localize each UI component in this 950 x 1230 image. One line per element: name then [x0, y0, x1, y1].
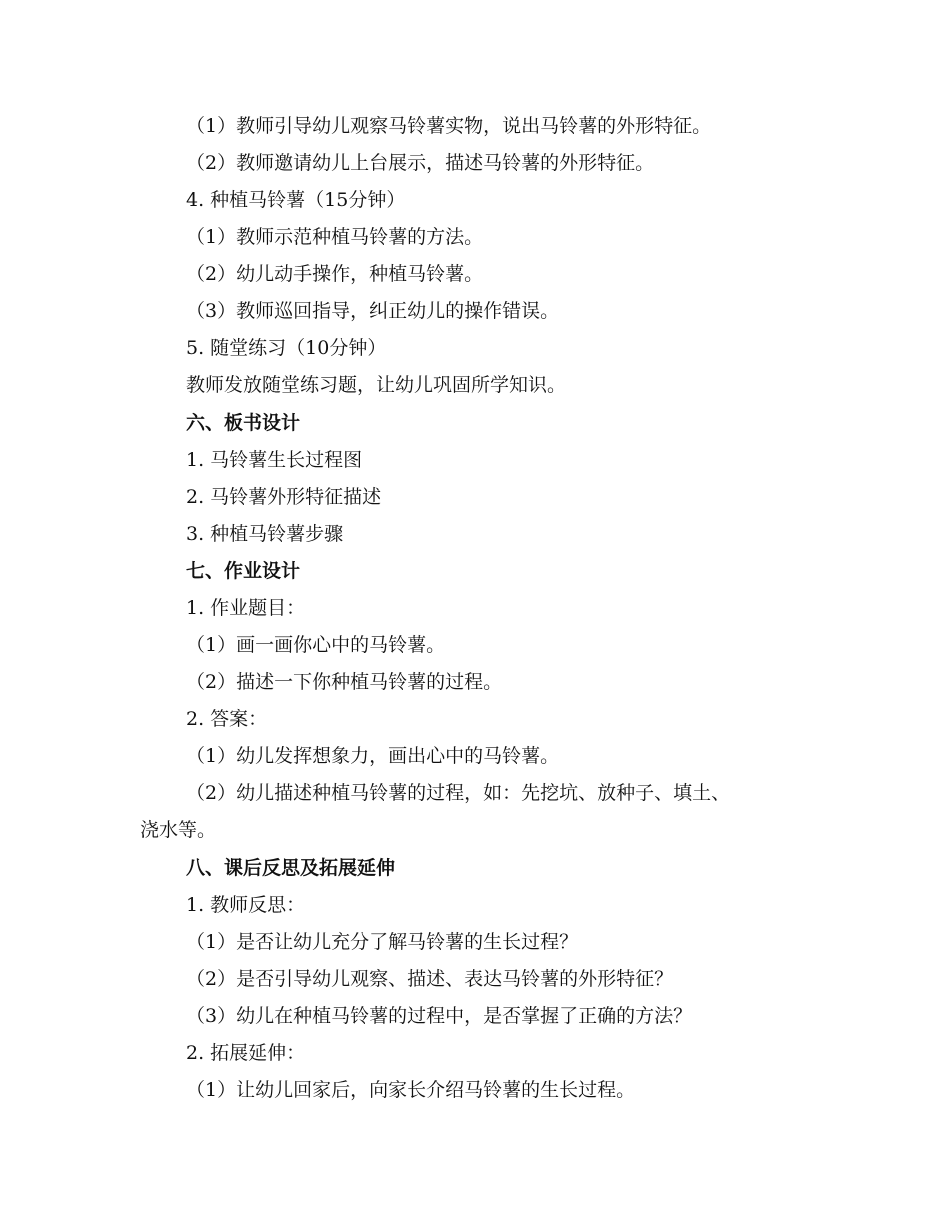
blackboard-item-3: 3. 种植马铃薯步骤 [186, 523, 344, 545]
step-4-1: （1）教师示范种植马铃薯的方法。 [186, 226, 484, 248]
step-4-2: （2）幼儿动手操作，种植马铃薯。 [186, 263, 484, 285]
extension-title: 2. 拓展延伸： [186, 1042, 306, 1064]
step-4-3: （3）教师巡回指导，纠正幼儿的操作错误。 [186, 300, 560, 322]
answer-item-1: （1）幼儿发挥想象力，画出心中的马铃薯。 [186, 745, 560, 767]
heading-blackboard-design: 六、板书设计 [186, 412, 301, 434]
heading-homework-design: 七、作业设计 [186, 560, 301, 582]
paragraph-practice: 教师发放随堂练习题，让幼儿巩固所学知识。 [186, 374, 567, 396]
step-3-1: （1）教师引导幼儿观察马铃薯实物，说出马铃薯的外形特征。 [186, 115, 712, 137]
reflection-item-3: （3）幼儿在种植马铃薯的过程中，是否掌握了正确的方法？ [186, 1005, 693, 1027]
section-5-title: 5. 随堂练习（10分钟） [186, 337, 387, 359]
step-3-2: （2）教师邀请幼儿上台展示，描述马铃薯的外形特征。 [186, 152, 655, 174]
section-4-title: 4. 种植马铃薯（15分钟） [186, 189, 406, 211]
blackboard-item-2: 2. 马铃薯外形特征描述 [186, 486, 382, 508]
homework-title: 1. 作业题目： [186, 597, 306, 619]
answer-item-2-continued: 浇水等。 [140, 819, 217, 841]
homework-item-1: （1）画一画你心中的马铃薯。 [186, 634, 446, 656]
reflection-item-1: （1）是否让幼儿充分了解马铃薯的生长过程？ [186, 931, 579, 953]
heading-reflection-extension: 八、课后反思及拓展延伸 [186, 857, 396, 879]
reflection-item-2: （2）是否引导幼儿观察、描述、表达马铃薯的外形特征？ [186, 968, 674, 990]
answer-item-2: （2）幼儿描述种植马铃薯的过程，如：先挖坑、放种子、填土、 [186, 782, 731, 804]
homework-item-2: （2）描述一下你种植马铃薯的过程。 [186, 671, 503, 693]
reflection-title: 1. 教师反思： [186, 894, 306, 916]
answer-title: 2. 答案： [186, 708, 268, 730]
blackboard-item-1: 1. 马铃薯生长过程图 [186, 449, 363, 471]
extension-item-1: （1）让幼儿回家后，向家长介绍马铃薯的生长过程。 [186, 1079, 636, 1101]
